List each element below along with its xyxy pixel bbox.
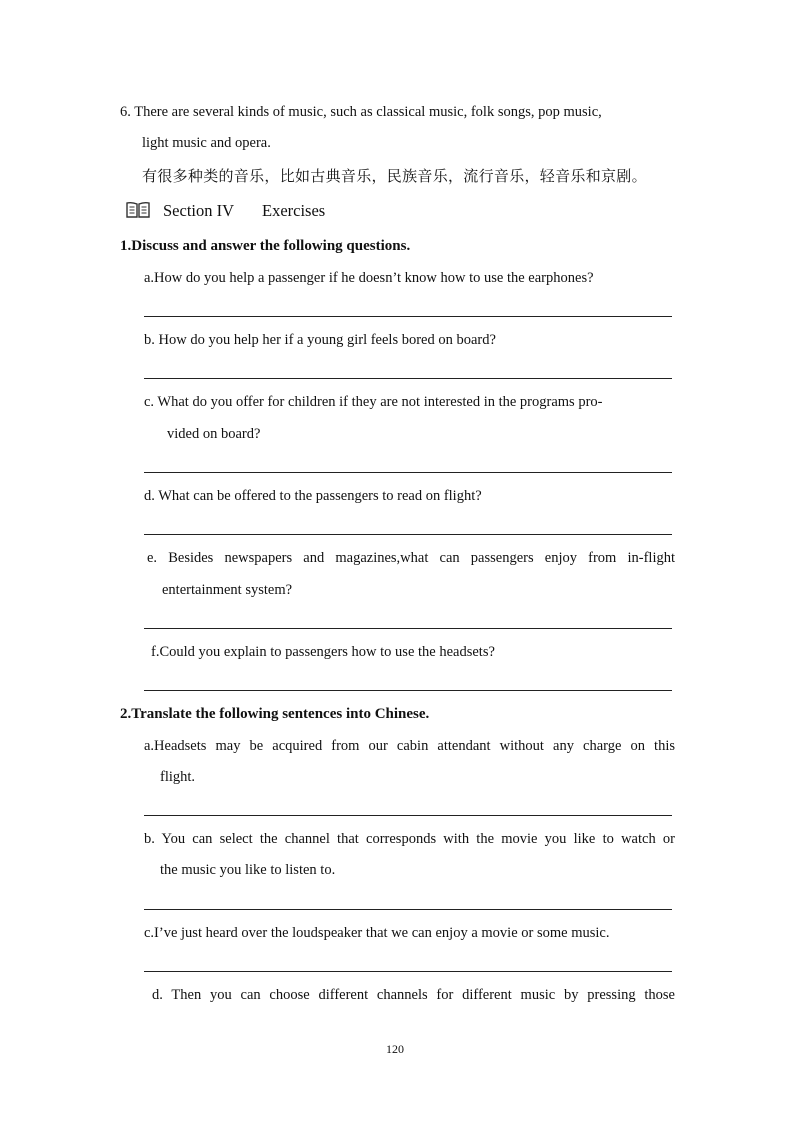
answer-line-2b[interactable]: [144, 909, 672, 910]
answer-line-d[interactable]: [144, 534, 672, 535]
sentence-b-line1: b. You can select the channel that corresponds with the movie you like to watch or: [144, 831, 675, 847]
answer-line-a[interactable]: [144, 316, 672, 317]
exercise1-heading: 1.Discuss and answer the following questions.: [120, 238, 411, 254]
section-subtitle: Exercises: [262, 201, 326, 220]
answer-line-b[interactable]: [144, 378, 672, 379]
question-d: d. What can be offered to the passengers to read on flight?: [144, 488, 482, 504]
question-b: b. How do you help her if a young girl feels bored on board?: [144, 332, 496, 348]
answer-line-2c[interactable]: [144, 971, 672, 972]
item6-line1: 6. There are several kinds of music, such as classical music, folk songs, pop music,: [120, 104, 602, 120]
sentence-d-line1: d. Then you can choose different channels for different music by pressing those: [152, 987, 675, 1003]
answer-line-c[interactable]: [144, 472, 672, 473]
answer-line-e[interactable]: [144, 628, 672, 629]
item6-line2: light music and opera.: [142, 135, 271, 151]
sentence-b-line2: the music you like to listen to.: [160, 862, 336, 878]
item6-chinese: 有很多种类的音乐，比如古典音乐，民族音乐，流行音乐，轻音乐和京剧。: [142, 169, 647, 185]
answer-line-2a[interactable]: [144, 815, 672, 816]
sentence-a-line2: flight.: [160, 769, 196, 785]
question-a: a.How do you help a passenger if he doesn’t know how to use the earphones?: [144, 270, 594, 286]
question-e-line1: e. Besides newspapers and magazines,what can passengers enjoy from in-flight: [147, 550, 675, 566]
question-f: f.Could you explain to passengers how to use the headsets?: [151, 644, 495, 660]
question-c-line2: vided on board?: [167, 426, 261, 442]
answer-line-f[interactable]: [144, 690, 672, 691]
page-number: 120: [386, 1042, 404, 1056]
question-e-line2: entertainment system?: [162, 582, 293, 598]
open-book-icon: [125, 199, 151, 221]
exercise2-heading: 2.Translate the following sentences into Chinese.: [120, 706, 430, 722]
sentence-c: c.I’ve just heard over the loudspeaker that we can enjoy a movie or some music.: [144, 925, 610, 941]
question-c-line1: c. What do you offer for children if they are not interested in the programs pro-: [144, 394, 603, 410]
sentence-a-line1: a.Headsets may be acquired from our cabin attendant without any charge on this: [144, 738, 675, 754]
section-title: Section IV: [163, 201, 235, 220]
